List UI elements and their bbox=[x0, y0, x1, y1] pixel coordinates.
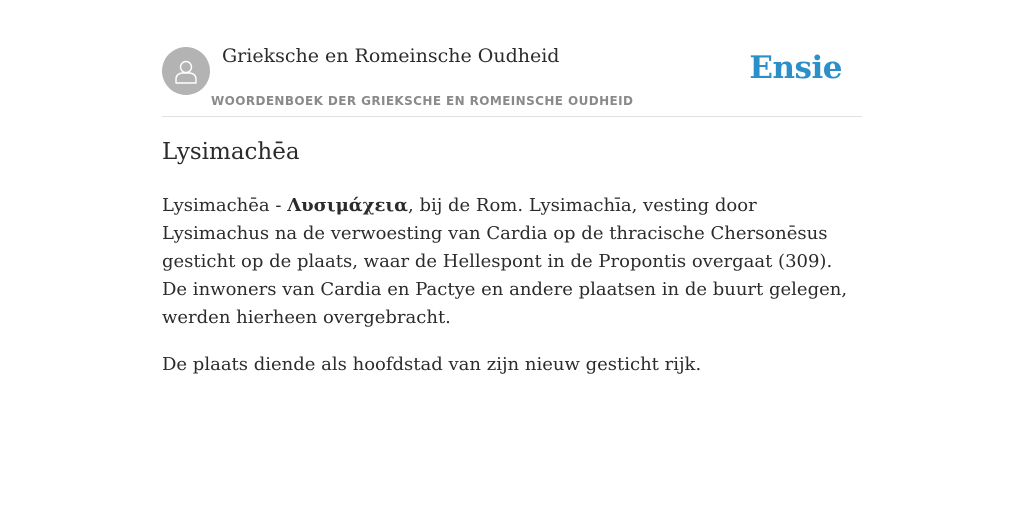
user-icon bbox=[172, 57, 200, 85]
site-name[interactable]: Grieksche en Romeinsche Oudheid bbox=[222, 45, 560, 67]
greek-term: Λυσιμάχεια bbox=[287, 195, 408, 216]
entry-paragraph: De plaats diende als hoofdstad van zijn nieuw gesticht rijk. bbox=[162, 354, 702, 375]
dictionary-subtitle: WOORDENBOEK DER GRIEKSCHE EN ROMEINSCHE OUDHEID bbox=[211, 94, 634, 108]
brand-logo[interactable]: Ensie bbox=[749, 50, 842, 86]
avatar[interactable] bbox=[162, 47, 210, 95]
entry-body bbox=[162, 192, 862, 398]
entry-text: , bij de Rom. Lysimachīa, vesting door Lysimachus na de verwoesting van Cardia op de thracische Chersonēsus gesticht op de plaats, waar de Hellespont in de Propontis overgaat (309). De inwoners van Cardia en Pactye en andere plaatsen in de buurt gelegen, werden hierheen overgebracht. bbox=[162, 195, 848, 328]
entry-paragraph bbox=[162, 192, 862, 332]
header bbox=[162, 0, 862, 117]
page bbox=[162, 0, 862, 375]
entry-lead: Lysimachēa - bbox=[162, 195, 288, 216]
entry-title: Lysimachēa bbox=[162, 139, 300, 165]
